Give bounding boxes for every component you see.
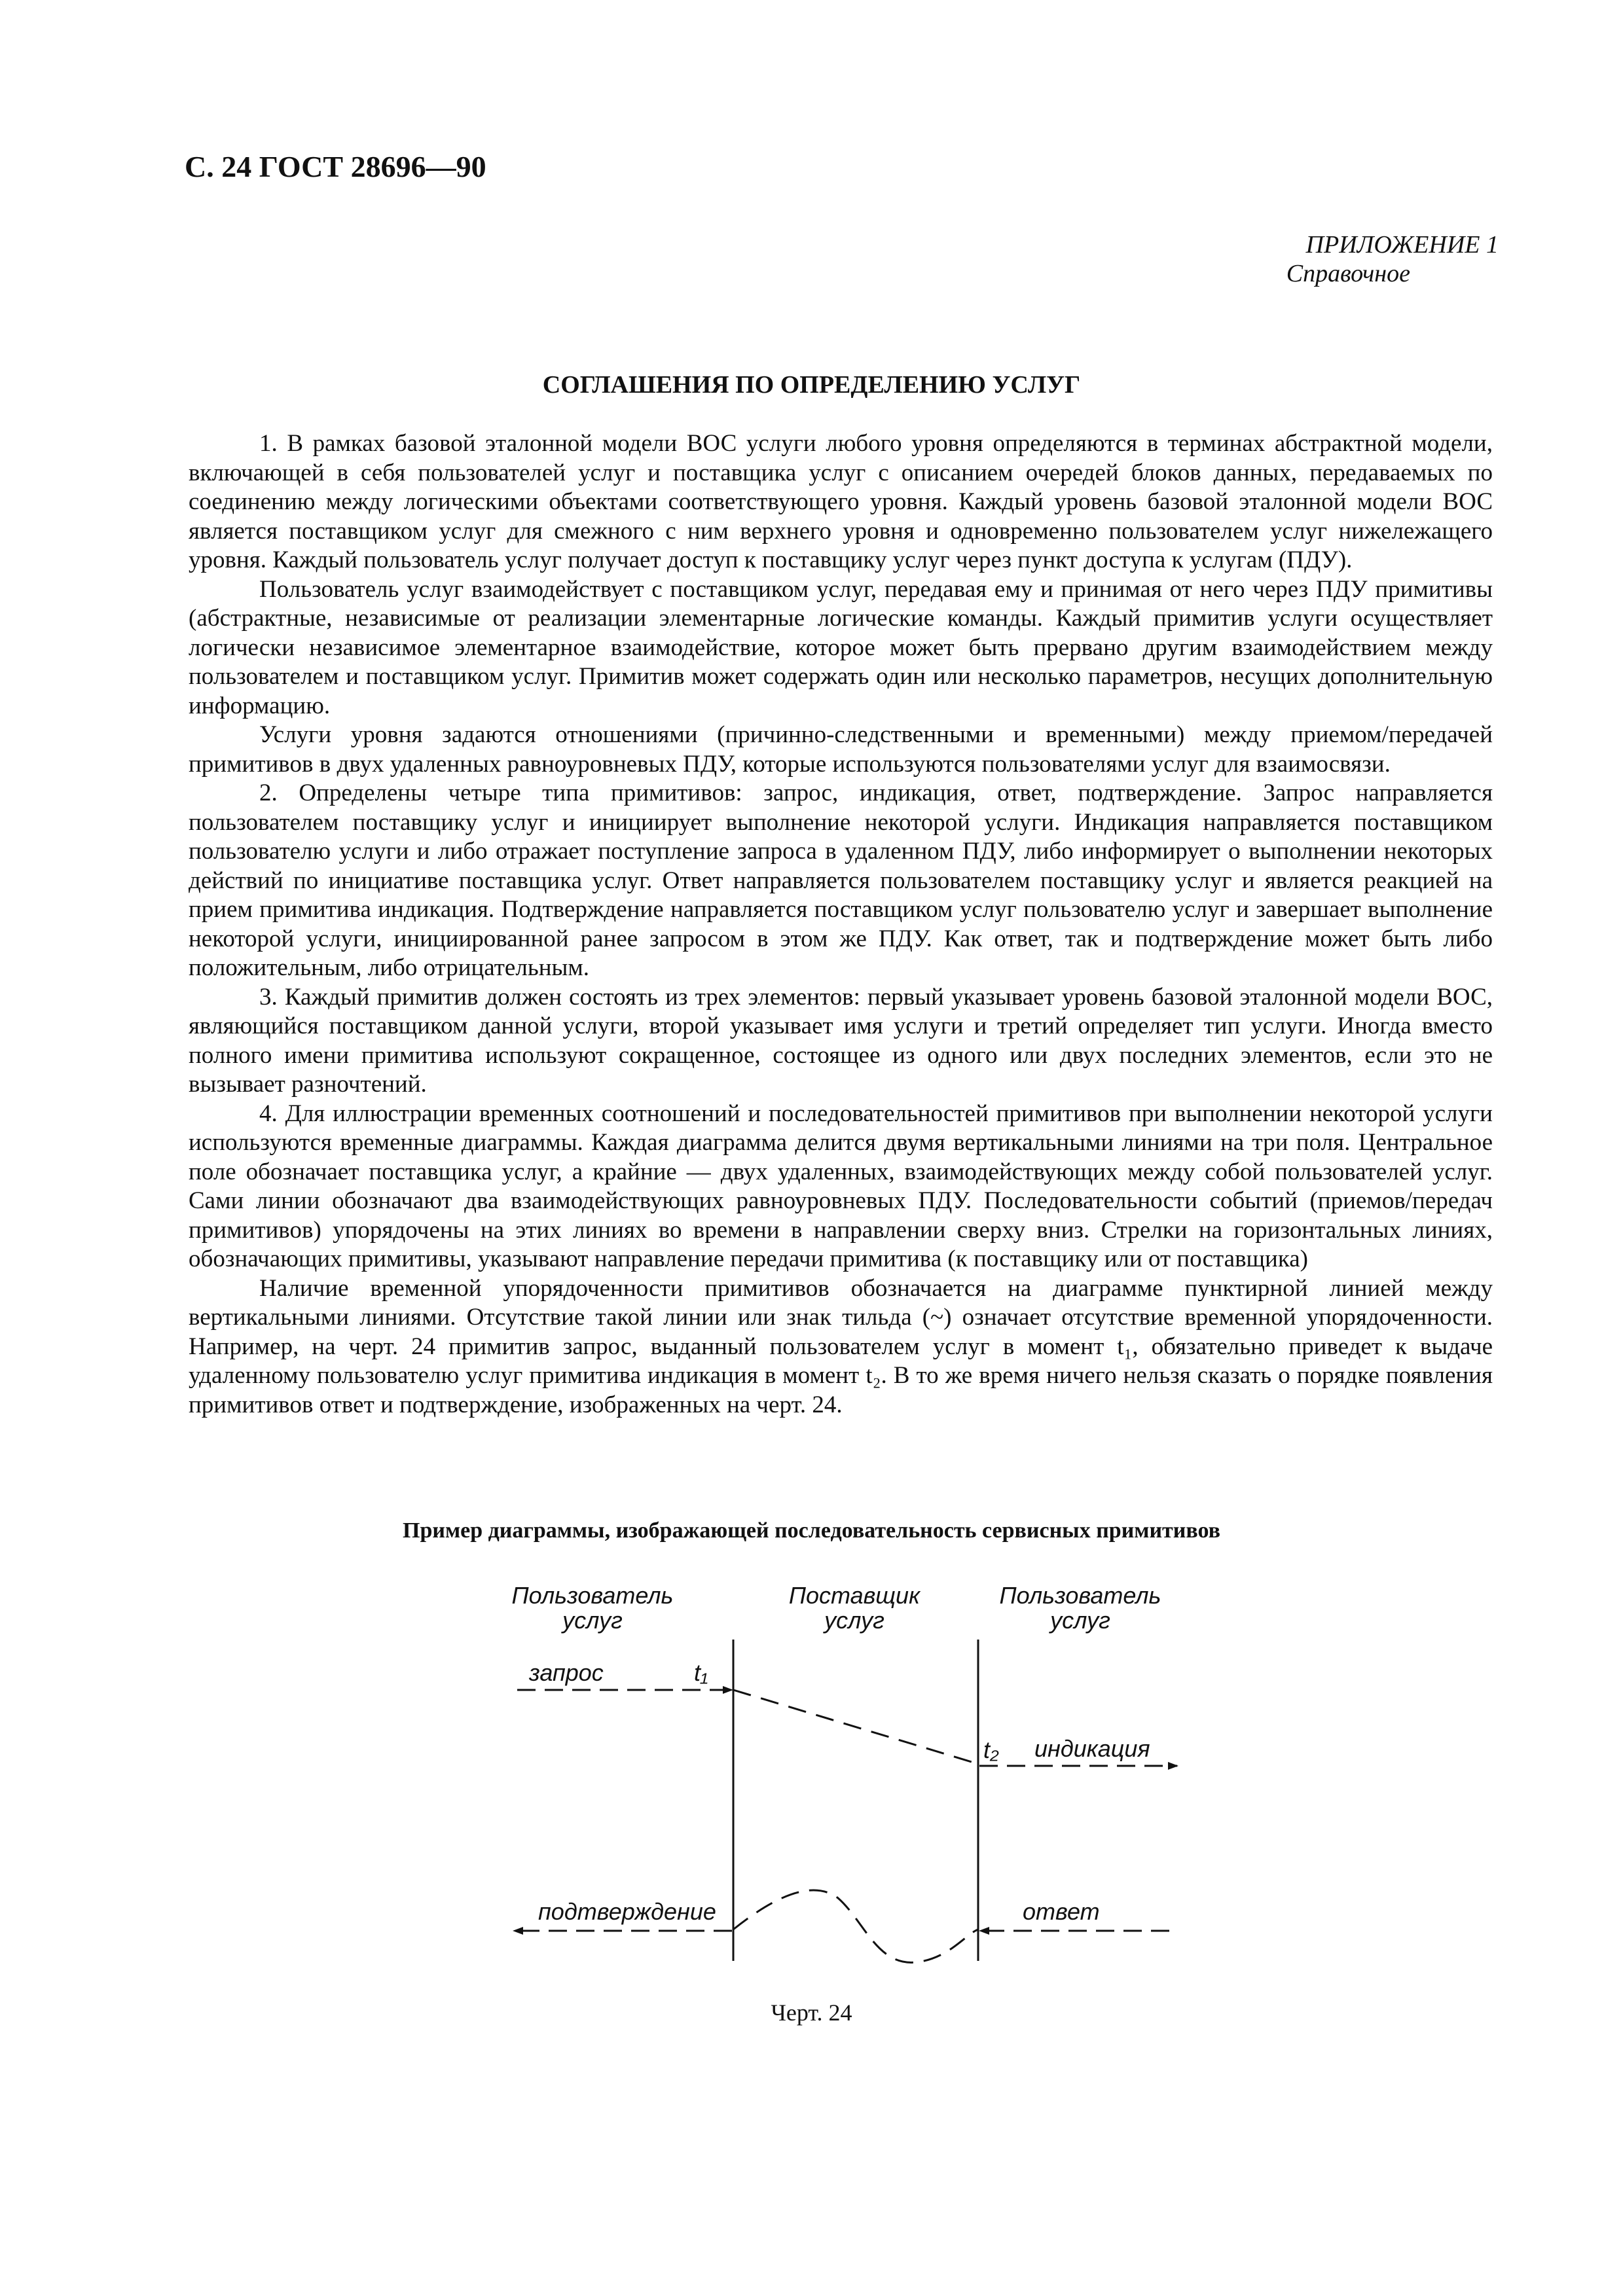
t1-label: t₁: [694, 1659, 708, 1686]
figure-number: Черт. 24: [771, 2000, 852, 2026]
provider-label-line2: услуг: [824, 1607, 884, 1634]
t2-label: t₂: [983, 1736, 999, 1763]
request-label: запрос: [529, 1659, 604, 1686]
right-user-label-line1: Пользователь: [999, 1582, 1161, 1609]
ordering-line: [733, 1690, 978, 1764]
paragraph: Пользователь услуг взаимодействует с поставщиком услуг, передавая ему и принимая от него через ПДУ примитивы (абстрактные, независимые от реализации элементарные логические команды. Каждый примитив услуги осуществляет логически независимое элементарное взаимодействие, которое может быть прервано другим взаимодействием между пользователем и поставщиком услуг. Примитив может содержать один или несколько параметров, несущих дополнительную информацию.: [189, 575, 1493, 719]
paragraph: 4. Для иллюстрации временных соотношений и последовательностей примитивов при выполнении некоторой услуги используются временные диаграммы. Каждая диаграмма делится двумя вертикальными линиями на три поля. Центральное поле обозначает поставщика услуг, а крайние — двух удаленных, взаимодействующих между собой пользователей услуг. Сами линии обозначают два взаимодействующих равноуровневых ПДУ. Последовательности событий (приемов/передач примитивов) упорядочены на этих линиях во времени в направлении сверху вниз. Стрелки на горизонтальных линиях, обозначающих примитивы, указывают направление передачи примитива (к поставщику или от поставщика): [189, 1100, 1493, 1272]
provider-label-line1: Поставщик: [788, 1582, 921, 1609]
paragraph: 2. Определены четыре типа примитивов: запрос, индикация, ответ, подтверждение. Запрос направляется пользователем поставщику услуг и инициирует выполнение некоторой услуги. Индикация направляется поставщиком пользователю услуги и либо отражает поступление запроса в удаленном ПДУ, либо информирует о выполнении некоторых действий по инициативе поставщика услуг. Ответ направляется пользователем поставщику услуг и является реакцией на прием примитива индикация. Подтверждение направляется поставщиком услуг пользователю услуг и завершает выполнение некоторой услуги, инициированной ранее запросом в этом же ПДУ. Как ответ, так и подтверждение может быть либо положительным, либо отрицательным.: [189, 780, 1493, 981]
diagram-caption: Пример диаграммы, изображающей последовательность сервисных примитивов: [403, 1518, 1220, 1543]
appendix-type: Справочное: [1286, 260, 1410, 287]
body-text: [189, 429, 1493, 1420]
indication-label: индикация: [1034, 1735, 1150, 1762]
paragraph: 1. В рамках базовой эталонной модели ВОС услуги любого уровня определяются в терминах абстрактной модели, включающей в себя пользователей услуг и поставщика услуг с описанием очередей блоков данных, передаваемых по соединению между логическими объектами соответствующего уровня. Каждый уровень базовой эталонной модели ВОС является поставщиком услуг для смежного с ним верхнего уровня и одновременно пользователем услуг нижележащего уровня. Каждый пользователь услуг получает доступ к поставщику услуг через пункт доступа к услугам (ПДУ).: [189, 430, 1493, 573]
response-label: ответ: [1023, 1898, 1100, 1925]
appendix-number: ПРИЛОЖЕНИЕ 1: [1305, 231, 1499, 259]
confirmation-label: подтверждение: [538, 1898, 716, 1925]
section-title: СОГЛАШЕНИЯ ПО ОПРЕДЕЛЕНИЮ УСЛУГ: [542, 371, 1081, 399]
no-ordering-tilde: [733, 1890, 978, 1962]
page-header: С. 24 ГОСТ 28696—90: [185, 150, 486, 183]
left-user-label-line2: услуг: [562, 1607, 623, 1634]
paragraph: 3. Каждый примитив должен состоять из трех элементов: первый указывает уровень базовой эталонной модели ВОС, являющийся поставщиком данной услуги, второй указывает имя услуги и третий определяет тип услуги. Иногда вместо полного имени примитива используют сокращенное, состоящее из одного или двух последних элементов, если это не вызывает разночтений.: [189, 983, 1493, 1098]
appendix-label: [1040, 230, 1499, 288]
left-user-label-line1: Пользователь: [511, 1582, 674, 1609]
right-user-label-line2: услуг: [1050, 1607, 1110, 1634]
paragraph: Наличие временной упорядоченности примитивов обозначается на диаграмме пунктирной линией между вертикальными линиями. Отсутствие такой линии или знак тильда (~) означает отсутствие временной упорядоченности. Например, на черт. 24 примитив запрос, выданный пользователем услуг в момент t₁, обязательно приведет к выдаче удаленному пользователю услуг примитива индикация в момент t₂. В то же время ничего нельзя сказать о порядке появления примитивов ответ и подтверждение, изображенных на черт. 24.: [189, 1274, 1493, 1418]
paragraph: Услуги уровня задаются отношениями (причинно-следственными и временными) между приемом/передачей примитивов в двух удаленных равноуровневых ПДУ, которые используются пользователями услуг для взаимосвязи.: [189, 721, 1493, 778]
